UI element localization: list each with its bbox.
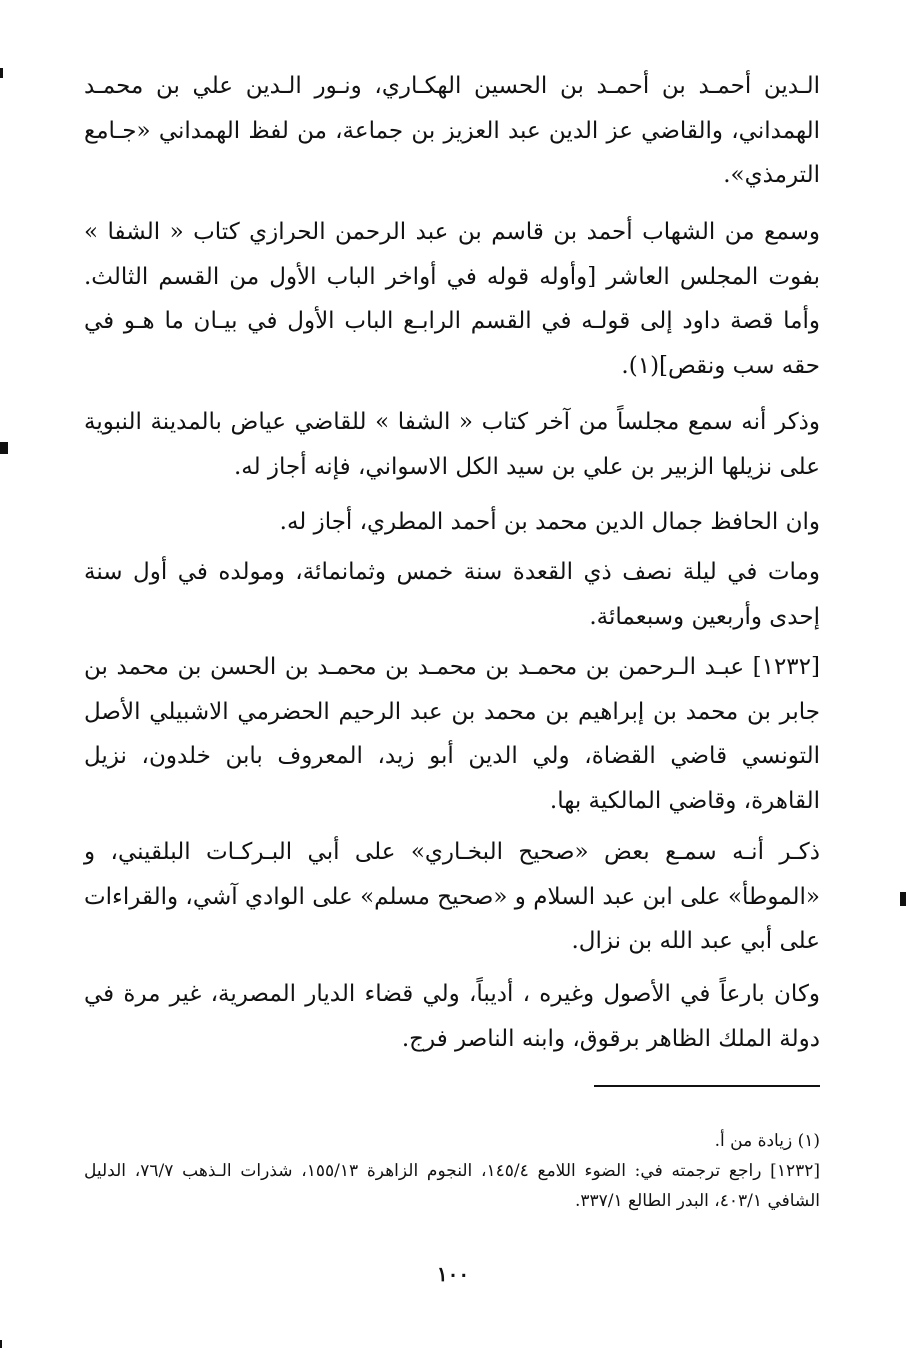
scan-edge-mark [0, 68, 3, 78]
paragraph-teachers-list: الـدين أحمـد بن أحمـد بن الحسين الهكـاري، ونـور الـدين علي بن محمـد الهمداني، والقاضي عز الدين عبد العزيز بن جماعة، من لفظ الهمداني «جـامع الترمذي». [84, 73, 820, 188]
paragraph-matari-ijaza: وان الحافظ جمال الدين محمد بن أحمد المطري، أجاز له. [279, 509, 820, 535]
scan-edge-mark [900, 892, 906, 906]
page-number: ١٠٠ [436, 1262, 470, 1286]
paragraph-shifa-hearing: وسمع من الشهاب أحمد بن قاسم بن عبد الرحمن الحرازي كتاب « الشفا » بفوت المجلس العاشر [وأوله قوله في أواخر الباب الأول من القسم الثالث. وأما قصة داود إلى قولـه في القسم الرابـع الباب الأول في بيـان ما هـو في حقه سب ونقص](١). [84, 219, 820, 379]
paragraph-madina-hearing: وذكر أنه سمع مجلساً من آخر كتاب « الشفا » للقاضي عياض بالمدينة النبوية على نزيلها الزبير بن علي بن سيد الكل الاسواني، فإنه أجاز له. [84, 409, 820, 480]
entry-1232-heading: [١٢٣٢] عبـد الـرحمن بن محمـد بن محمـد بن محمـد بن الحسن بن محمد بن جابر بن محمد بن إبراهيم بن محمد بن عبد الرحيم الحضرمي الاشبيلي الأصل التونسي قاضي القضاة، ولي الدين أبو زيد، المعروف بابن خلدون، نزيل القاهرة، وقاضي المالكية بها. [84, 654, 820, 814]
footnote-1232-sources: [١٢٣٢] راجع ترجمته في: الضوء اللامع ١٤٥/٤، النجوم الزاهرة ١٥٥/١٣، شذرات الـذهب ٧٦/٧، الدليل الشافي ٤٠٣/١، البدر الطالع ٣٣٧/١. [84, 1161, 820, 1211]
footnotes [84, 1126, 820, 1216]
paragraph-ibn-khaldun-hearing: ذكـر أنـه سمـع بعض «صحيح البخـاري» على أبي البـركـات البلقيني، و «الموطأ» على ابن عبد السلام و «صحيح مسلم» على الوادي آشي، والقراءات على أبي عبد الله بن نزال. [84, 839, 820, 954]
paragraph-ibn-khaldun-career: وكان بارعاً في الأصول وغيره ، أديباً، ولي قضاء الديار المصرية، غير مرة في دولة الملك الظاهر برقوق، وابنه الناصر فرج. [84, 981, 820, 1052]
footnote-1: (١) زيادة من أ. [714, 1131, 820, 1151]
paragraph-death-birth: ومات في ليلة نصف ذي القعدة سنة خمس وثمانمائة، ومولده في أول سنة إحدى وأربعين وسبعمائة. [84, 559, 820, 630]
scan-edge-mark [0, 1340, 2, 1348]
footnote-divider [594, 1085, 820, 1087]
scan-edge-mark [0, 442, 8, 454]
